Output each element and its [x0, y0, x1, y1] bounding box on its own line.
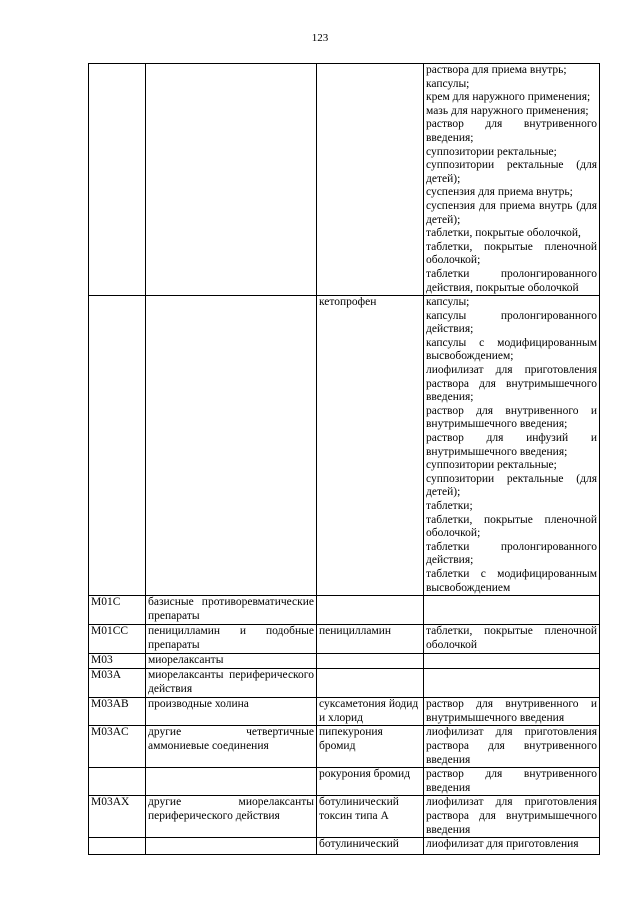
dosage-form: капсулы с модифицированным высвобождением; — [426, 336, 597, 363]
dosage-forms-cell — [424, 296, 600, 596]
dosage-forms-cell — [424, 796, 600, 838]
dosage-form: раствор для внутривенного введения — [426, 768, 597, 794]
dosage-form: раствор для внутривенного и внутримышечного введения; — [426, 404, 597, 431]
dosage-form: таблетки пролонгированного действия, покрытые оболочкой — [426, 267, 597, 294]
atc-code-cell: M01CC — [89, 625, 146, 654]
atc-code-cell: M03AB — [89, 698, 146, 726]
group-name-cell — [146, 296, 317, 596]
drug-name-cell — [317, 64, 424, 296]
dosage-form: таблетки пролонгированного действия; — [426, 540, 597, 567]
table-row — [89, 625, 600, 654]
drug-name-cell: суксаметония йодид и хлорид — [317, 698, 424, 726]
group-name-cell: другие миорелаксанты периферического действия — [146, 796, 317, 838]
dosage-form: таблетки, покрытые пленочной оболочкой; — [426, 240, 597, 267]
dosage-form: суспензия для приема внутрь; — [426, 186, 573, 199]
drug-name-cell: ботулинический токсин типа А — [317, 796, 424, 838]
dosage-form: раствор для внутривенного и внутримышечного введения — [426, 698, 597, 724]
dosage-form: таблетки, покрытые оболочкой, — [426, 227, 581, 240]
group-name-cell: миорелаксанты — [146, 654, 317, 669]
dosage-form: таблетки; — [426, 500, 473, 512]
atc-code-cell — [89, 64, 146, 296]
group-name-cell — [146, 64, 317, 296]
dosage-form: раствор для внутривенного введения; — [426, 118, 597, 144]
dosage-form: лиофилизат для приготовления раствора для внутримышечного введения; — [426, 364, 597, 404]
group-name-cell: миорелаксанты периферического действия — [146, 669, 317, 698]
drug-name-cell: пеницилламин — [317, 625, 424, 654]
drug-name-cell: пипекурония бромид — [317, 726, 424, 768]
atc-code-cell: M01C — [89, 596, 146, 625]
table-row — [89, 596, 600, 625]
atc-code-cell — [89, 296, 146, 596]
group-name-cell: производные холина — [146, 698, 317, 726]
drug-name-cell — [317, 669, 424, 698]
dosage-forms-cell — [424, 654, 600, 669]
dosage-form: раствора для приема внутрь; — [426, 64, 567, 76]
dosage-form: мазь для наружного применения; — [426, 104, 589, 117]
atc-code-cell — [89, 768, 146, 796]
dosage-form: лиофилизат для приготовления — [426, 838, 579, 851]
table-row — [89, 64, 600, 296]
dosage-form: таблетки, покрытые пленочной оболочкой; — [426, 513, 597, 540]
drug-name-cell — [317, 596, 424, 625]
dosage-forms-cell — [424, 64, 600, 296]
dosage-form: таблетки с модифицированным высвобождением — [426, 567, 597, 594]
dosage-form: таблетки, покрытые пленочной оболочкой — [426, 625, 597, 651]
table-row — [89, 654, 600, 669]
dosage-forms-cell — [424, 596, 600, 625]
drug-name-cell — [317, 654, 424, 669]
page-number: 123 — [311, 32, 329, 44]
dosage-form: суппозитории ректальные; — [426, 459, 557, 472]
dosage-form: суспензия для приема внутрь (для детей); — [426, 199, 597, 226]
table-row — [89, 768, 600, 796]
dosage-form: капсулы; — [426, 77, 470, 90]
dosage-form: капсулы; — [426, 296, 470, 309]
dosage-form: суппозитории ректальные (для детей); — [426, 472, 597, 499]
group-name-cell: пеницилламин и подобные препараты — [146, 625, 317, 654]
group-name-cell — [146, 768, 317, 796]
dosage-forms-cell — [424, 768, 600, 796]
dosage-form: капсулы пролонгированного действия; — [426, 309, 597, 336]
dosage-form: суппозитории ректальные; — [426, 145, 557, 158]
table-row — [89, 726, 600, 768]
dosage-form: крем для наружного применения; — [426, 91, 591, 104]
table-row — [89, 698, 600, 726]
drug-name-cell: ботулинический — [317, 838, 424, 855]
dosage-forms-cell — [424, 838, 600, 855]
dosage-forms-cell — [424, 698, 600, 726]
dosage-form: лиофилизат для приготовления раствора для внутримышечного введения — [426, 796, 597, 836]
table-row — [89, 838, 600, 855]
dosage-forms-cell — [424, 625, 600, 654]
table-row — [89, 669, 600, 698]
atc-code-cell: M03AX — [89, 796, 146, 838]
atc-code-cell — [89, 838, 146, 855]
drug-name-cell: кетопрофен — [317, 296, 424, 596]
table-row — [89, 796, 600, 838]
table-row — [89, 296, 600, 596]
group-name-cell: другие четвертичные аммониевые соединения — [146, 726, 317, 768]
atc-code-cell: M03AC — [89, 726, 146, 768]
atc-code-cell: M03 — [89, 654, 146, 669]
dosage-form: лиофилизат для приготовления раствора для внутривенного введения — [426, 726, 597, 766]
group-name-cell — [146, 838, 317, 855]
drug-name-cell: рокурония бромид — [317, 768, 424, 796]
dosage-forms-cell — [424, 726, 600, 768]
dosage-form: суппозитории ректальные (для детей); — [426, 159, 597, 185]
atc-code-cell: M03A — [89, 669, 146, 698]
group-name-cell: базисные противоревматические препараты — [146, 596, 317, 625]
dosage-forms-cell — [424, 669, 600, 698]
drug-table — [88, 63, 600, 855]
drug-table-body — [89, 64, 600, 855]
dosage-form: раствор для инфузий и внутримышечного введения; — [426, 432, 597, 458]
